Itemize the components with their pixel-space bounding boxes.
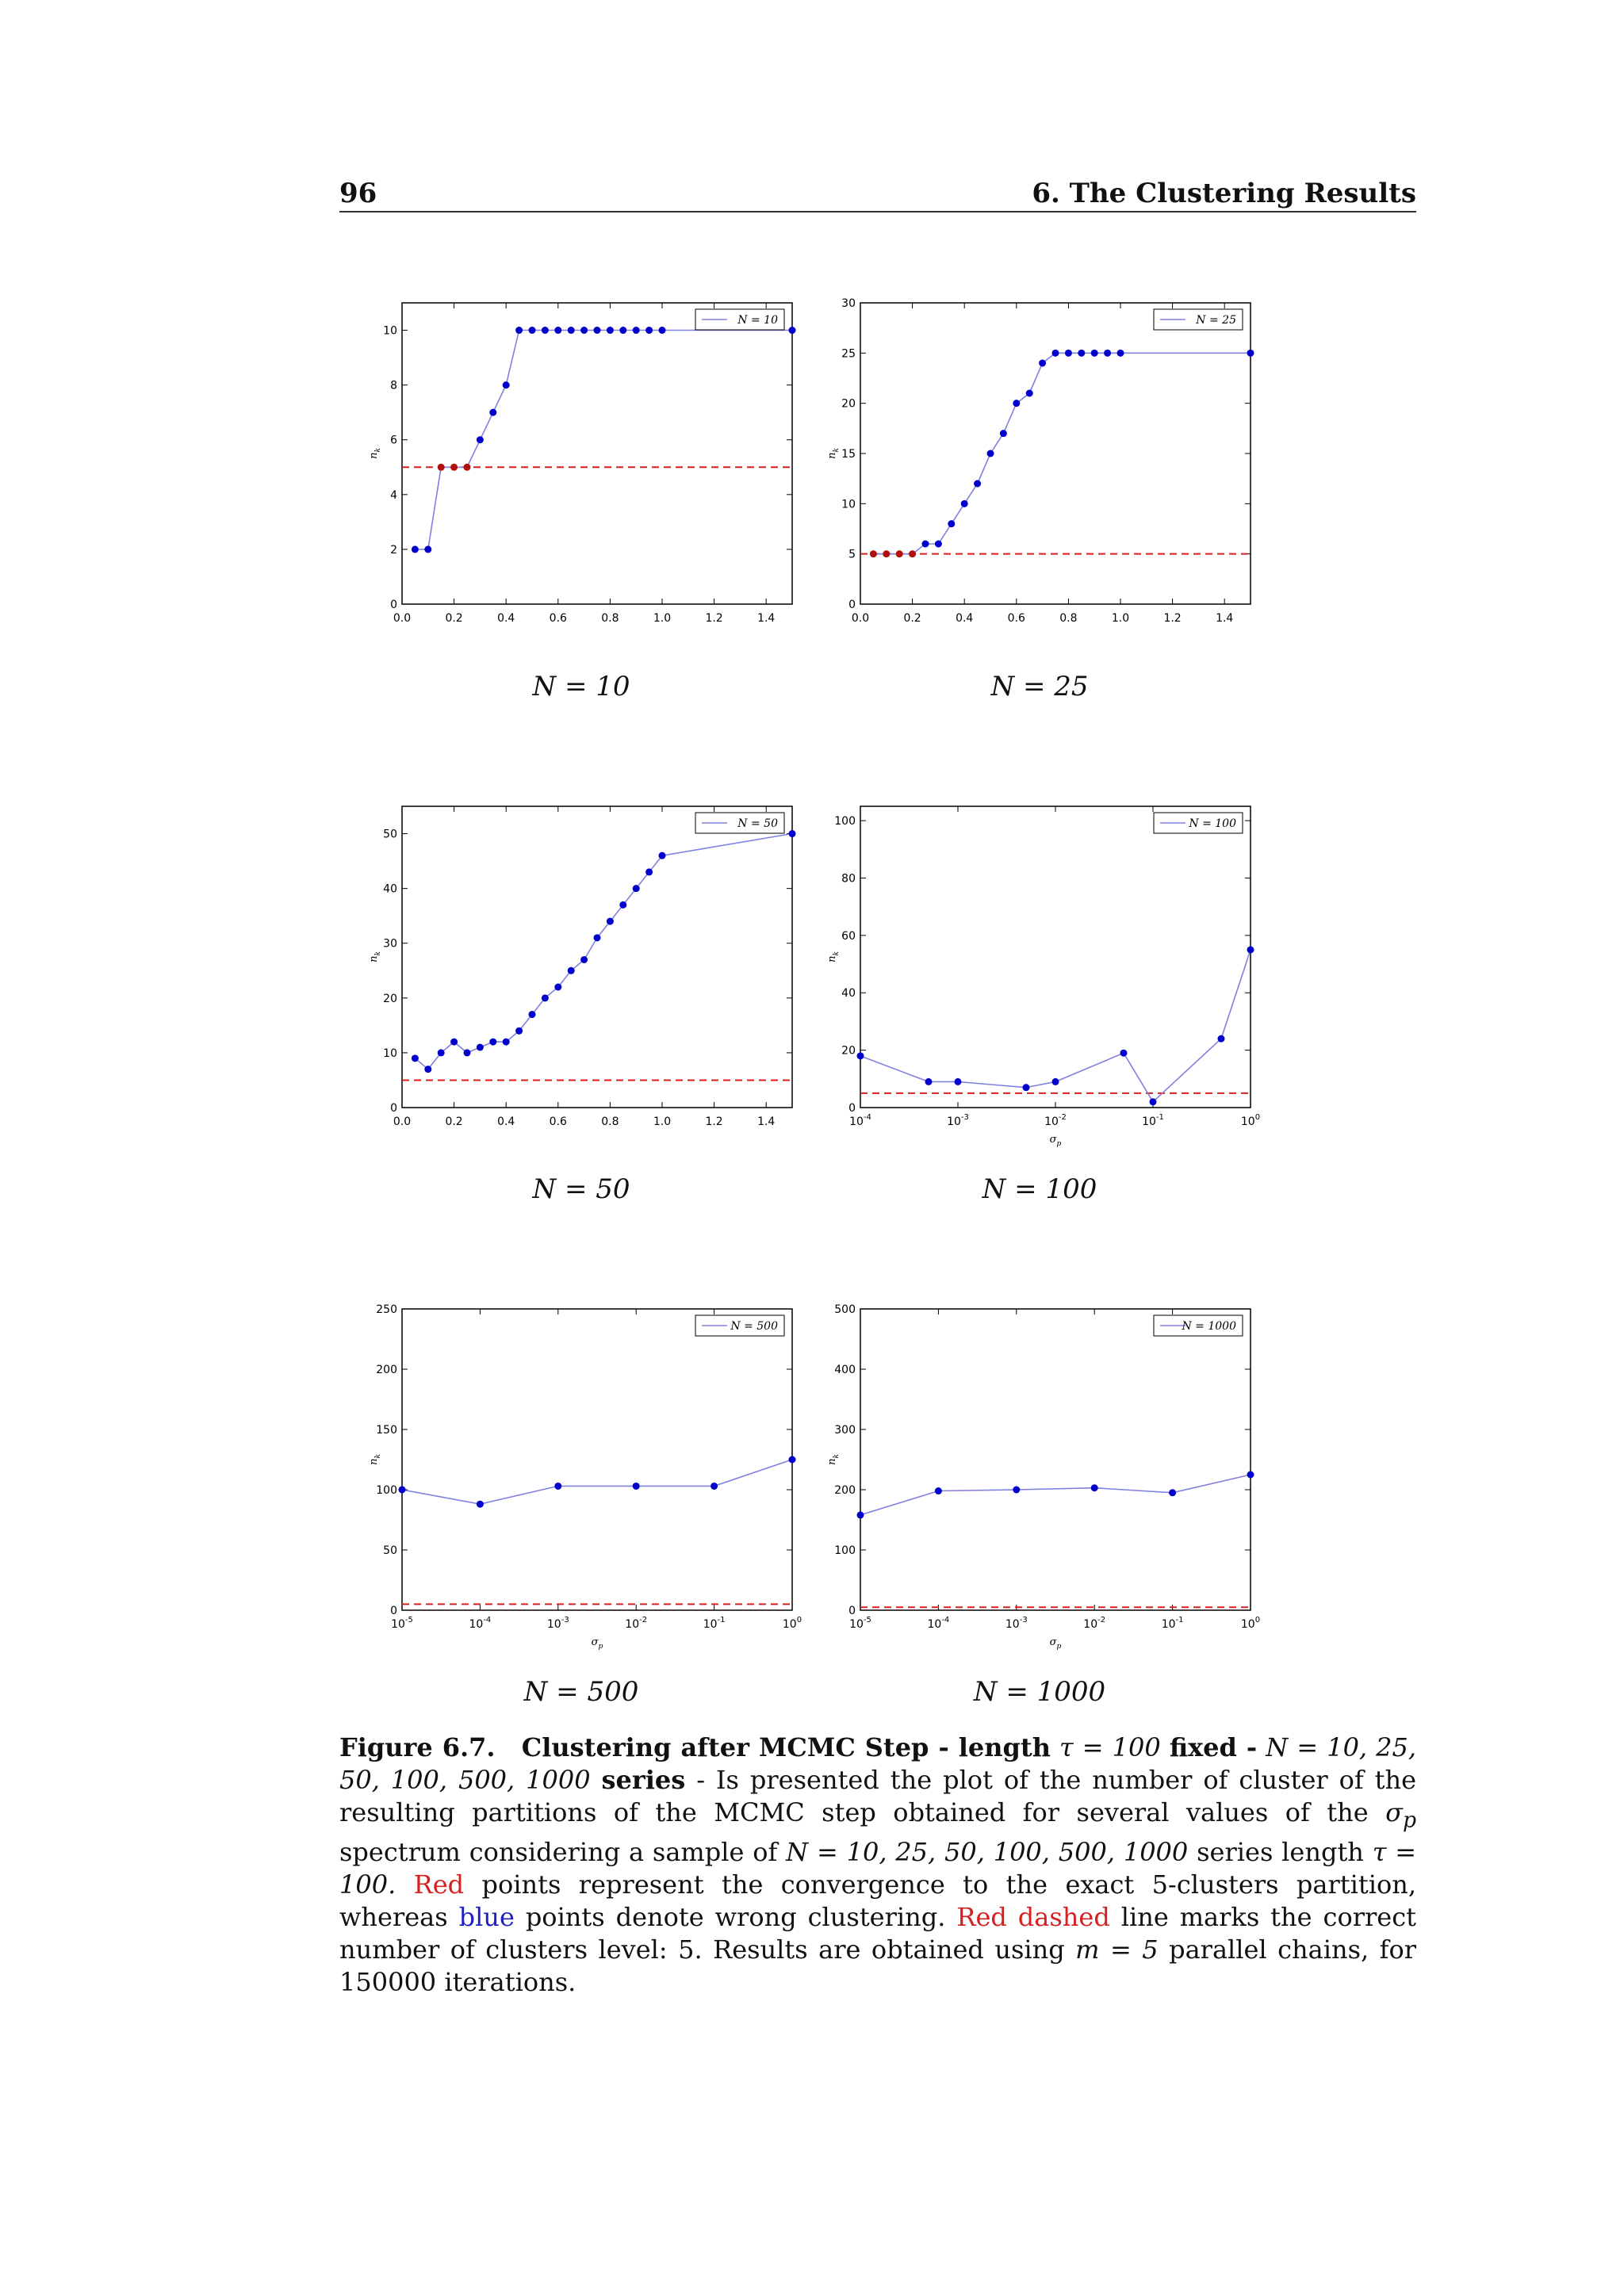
y-tick-label: 10: [841, 498, 856, 511]
data-point: [412, 545, 419, 553]
legend-label: N = 50: [737, 817, 778, 830]
plot-panel-1: [368, 303, 796, 625]
x-tick-label: 1.4: [757, 1115, 776, 1128]
x-tick-label: $10^{-1}$: [1161, 1616, 1184, 1631]
y-tick-label: 25: [841, 347, 856, 361]
x-tick-exponent: -4: [941, 1616, 950, 1624]
x-axis-label-sub: p: [598, 1643, 603, 1651]
plot-panel-4: [826, 806, 1260, 1148]
subplot-caption: N = 25: [990, 671, 1089, 702]
data-point: [477, 1501, 484, 1508]
x-tick-exponent: -4: [863, 1113, 871, 1122]
subplot-caption: N = 10: [532, 671, 630, 702]
x-tick-label: $10^{-3}$: [546, 1616, 569, 1631]
y-tick-label: 300: [834, 1424, 856, 1437]
data-point: [1117, 350, 1124, 357]
data-point: [450, 1039, 458, 1046]
data-point: [619, 901, 626, 909]
x-tick-label: $10^{-5}$: [391, 1616, 413, 1631]
x-tick-exponent: -1: [1175, 1616, 1184, 1624]
data-point-correct: [896, 550, 903, 557]
data-point: [1013, 400, 1020, 407]
data-point: [489, 409, 496, 416]
figure-title-a: Clustering after MCMC Step - length: [521, 1732, 1051, 1762]
x-tick-exponent: -1: [717, 1616, 726, 1624]
data-point: [857, 1052, 864, 1059]
subplot-caption: N = 100: [982, 1173, 1097, 1205]
y-axis-label-sub: k: [833, 951, 841, 956]
plot-frame: [402, 303, 792, 604]
y-tick-label: 100: [376, 1484, 397, 1497]
x-tick-label: 0.0: [851, 612, 870, 625]
data-point: [1078, 350, 1085, 357]
x-tick-label: 1.0: [653, 1115, 672, 1128]
data-point: [948, 520, 955, 527]
x-tick-exponent: 0: [1254, 1616, 1261, 1624]
subplot-caption: N = 1000: [973, 1676, 1106, 1708]
y-axis-label: $n_k$: [826, 951, 841, 962]
x-axis-label: $\sigma_p$: [1049, 1636, 1062, 1651]
data-point: [857, 1511, 864, 1518]
x-tick-label: $10^{-3}$: [1005, 1616, 1028, 1631]
caption-body-7: parallel chains, for 150000 iterations.: [339, 1934, 1417, 1998]
plot-panel-6: [826, 1303, 1260, 1651]
y-tick-label: 20: [841, 1044, 856, 1058]
data-point: [607, 327, 614, 334]
data-point: [464, 1049, 471, 1056]
x-tick-label: 0.4: [956, 612, 974, 625]
data-point: [1120, 1050, 1127, 1057]
y-tick-label: 20: [841, 397, 856, 411]
plot-panel-5: [368, 1303, 802, 1651]
data-point: [633, 327, 640, 334]
y-tick-label: 500: [834, 1303, 856, 1316]
caption-body-2: spectrum considering a sample of: [339, 1837, 778, 1868]
data-point: [961, 500, 968, 507]
x-tick-label: 1.2: [705, 1115, 723, 1128]
x-tick-exponent: -3: [960, 1113, 969, 1122]
data-point: [1052, 350, 1059, 357]
data-point: [1104, 350, 1111, 357]
x-tick-label: $10^{-2}$: [1044, 1113, 1067, 1128]
y-tick-label: 80: [841, 872, 856, 886]
data-point: [515, 1027, 523, 1035]
x-tick-exponent: -2: [1097, 1616, 1106, 1624]
data-point: [515, 327, 523, 334]
x-tick-exponent: -2: [1058, 1113, 1067, 1122]
data-point: [503, 381, 510, 388]
x-tick-label: $10^{-1}$: [1142, 1113, 1164, 1128]
data-point: [1000, 430, 1007, 437]
x-tick-exponent: -2: [639, 1616, 648, 1624]
y-tick-label: 5: [848, 548, 856, 561]
x-tick-label: $10^{-4}$: [849, 1113, 871, 1128]
x-tick-label: 0.0: [393, 612, 412, 625]
legend-label: N = 100: [1189, 817, 1236, 830]
data-point: [529, 1011, 536, 1018]
data-point: [594, 934, 601, 941]
x-tick-label: $10^{-4}$: [927, 1616, 950, 1631]
x-tick-label: 0.6: [1007, 612, 1025, 625]
plot-frame: [402, 806, 792, 1108]
data-point: [424, 545, 431, 553]
data-point: [594, 327, 601, 334]
y-tick-label: 100: [834, 1544, 856, 1557]
data-point: [659, 852, 666, 859]
data-point: [935, 541, 942, 548]
data-point: [1091, 1484, 1098, 1491]
data-point: [554, 984, 561, 991]
x-tick-exponent: 0: [1254, 1113, 1261, 1122]
y-tick-label: 50: [383, 828, 397, 841]
subplot-caption: N = 50: [532, 1173, 630, 1205]
y-axis-label-sub: k: [374, 951, 382, 956]
y-tick-label: 200: [834, 1484, 856, 1497]
y-tick-label: 10: [383, 1047, 397, 1060]
data-point: [424, 1066, 431, 1073]
caption-body-m: m = 5: [1075, 1934, 1159, 1965]
data-point: [987, 450, 994, 457]
y-tick-label: 0: [390, 599, 397, 611]
data-point: [554, 327, 561, 334]
x-tick-exponent: -5: [863, 1616, 871, 1624]
figure-title-b: fixed -: [1169, 1732, 1258, 1762]
data-point: [633, 885, 640, 892]
y-axis-label-sub: k: [833, 1454, 841, 1459]
figure-caption: [339, 1732, 1416, 1999]
x-tick-label: $10^0$: [782, 1616, 802, 1631]
x-tick-exponent: -5: [404, 1616, 413, 1624]
data-point: [633, 1483, 640, 1490]
data-point: [607, 918, 614, 925]
data-point: [1217, 1035, 1224, 1043]
caption-sigma: σ: [1385, 1797, 1403, 1827]
data-point: [438, 1049, 445, 1056]
y-tick-label: 4: [390, 488, 397, 502]
legend-label: N = 1000: [1182, 1320, 1236, 1333]
y-tick-label: 50: [383, 1544, 397, 1557]
y-tick-label: 30: [841, 297, 856, 310]
data-point: [659, 327, 666, 334]
x-tick-label: 0.4: [497, 1115, 515, 1128]
data-point: [529, 327, 536, 334]
caption-sigma-sub: p: [1402, 1808, 1417, 1833]
y-tick-label: 40: [383, 882, 397, 896]
figure-label: Figure 6.7.: [339, 1732, 496, 1762]
x-tick-label: 1.2: [705, 612, 723, 625]
plot-panel-3: [368, 806, 796, 1128]
x-tick-label: $10^{-4}$: [469, 1616, 492, 1631]
caption-body-6: line marks the correct number of clusters level: 5. Results are obtained using: [339, 1902, 1417, 1965]
data-point-correct: [438, 464, 445, 471]
x-tick-label: 1.4: [757, 612, 776, 625]
data-point: [477, 1044, 484, 1051]
y-tick-label: 20: [383, 992, 397, 1005]
plot-frame: [860, 806, 1251, 1108]
y-tick-label: 8: [390, 379, 397, 392]
figure-title-n: N = 10, 25, 50, 100, 500, 1000: [339, 1732, 1417, 1795]
legend-label: N = 25: [1196, 314, 1236, 327]
data-point-correct: [909, 550, 916, 557]
data-point: [477, 436, 484, 443]
y-tick-label: 150: [376, 1424, 397, 1437]
y-tick-label: 250: [376, 1303, 397, 1316]
figure-title-tau: τ = 100: [1059, 1732, 1161, 1762]
x-tick-label: 1.0: [1111, 612, 1130, 625]
y-axis-label: $n_k$: [368, 1454, 382, 1465]
y-axis-label: $n_k$: [826, 1454, 841, 1465]
caption-blue-word: blue: [458, 1902, 515, 1933]
y-tick-label: 0: [848, 1605, 856, 1617]
chapter-title: 6. The Clustering Results: [1032, 178, 1416, 209]
data-point-correct: [870, 550, 877, 557]
y-tick-label: 2: [390, 543, 397, 557]
y-axis-label-sub: k: [833, 448, 841, 453]
y-tick-label: 15: [841, 448, 856, 461]
data-point-correct: [883, 550, 890, 557]
x-axis-label: $\sigma_p$: [591, 1636, 603, 1651]
y-axis-label-sub: k: [374, 1454, 382, 1459]
caption-body-3: series length: [1197, 1837, 1364, 1868]
x-tick-label: 1.0: [653, 612, 672, 625]
y-tick-label: 10: [383, 324, 397, 338]
data-point: [619, 327, 626, 334]
x-tick-exponent: 0: [796, 1616, 802, 1624]
x-axis-label: $\sigma_p$: [1049, 1134, 1062, 1148]
data-point: [580, 327, 588, 334]
data-point: [1150, 1098, 1157, 1105]
data-point: [580, 956, 588, 963]
data-point: [1039, 360, 1046, 367]
x-tick-label: $10^{-1}$: [703, 1616, 726, 1631]
y-tick-label: 30: [383, 937, 397, 951]
data-point: [568, 967, 575, 974]
y-tick-label: 0: [848, 599, 856, 611]
x-tick-label: $10^{-2}$: [625, 1616, 648, 1631]
x-tick-exponent: -1: [1155, 1113, 1164, 1122]
x-axis-label-sub: p: [1056, 1643, 1062, 1651]
legend-label: N = 10: [737, 314, 778, 327]
data-point: [789, 830, 796, 837]
data-point: [645, 868, 653, 875]
data-point: [955, 1078, 962, 1085]
data-point: [1065, 350, 1072, 357]
x-tick-label: 0.2: [903, 612, 921, 625]
data-point-correct: [464, 464, 471, 471]
x-tick-label: $10^{-5}$: [849, 1616, 871, 1631]
caption-body-5: points denote wrong clustering.: [525, 1902, 946, 1933]
figure-title-c: series: [601, 1765, 686, 1795]
caption-body-1: - Is presented the plot of the number of cluster of the resulting partitions of the MCMC step obtained for several values of the: [339, 1765, 1417, 1827]
x-tick-label: $10^0$: [1240, 1113, 1261, 1128]
y-tick-label: 6: [390, 434, 397, 447]
y-tick-label: 60: [841, 929, 856, 943]
x-tick-label: 0.2: [445, 612, 463, 625]
caption-red-word: Red: [413, 1869, 465, 1900]
data-point: [645, 327, 653, 334]
x-tick-exponent: -4: [483, 1616, 492, 1624]
y-axis-label-sub: k: [374, 448, 382, 453]
x-tick-label: $10^{-2}$: [1083, 1616, 1106, 1631]
x-tick-label: 0.2: [445, 1115, 463, 1128]
caption-body-n: N = 10, 25, 50, 100, 500, 1000: [786, 1837, 1189, 1868]
y-tick-label: 200: [376, 1364, 397, 1376]
x-tick-label: $10^{-3}$: [947, 1113, 969, 1128]
data-point: [568, 327, 575, 334]
y-tick-label: 40: [841, 987, 856, 1001]
data-point: [399, 1487, 406, 1494]
data-point: [1052, 1078, 1059, 1085]
data-point: [974, 480, 981, 488]
data-point: [710, 1483, 718, 1490]
data-point: [925, 1078, 932, 1085]
data-point: [1026, 390, 1033, 397]
data-point: [1022, 1084, 1029, 1091]
caption-body-4: points represent the convergence to the exact 5-clusters partition, whereas: [339, 1869, 1417, 1933]
plot-frame: [860, 303, 1251, 604]
data-point: [1091, 350, 1098, 357]
data-point: [554, 1483, 561, 1490]
data-point: [542, 327, 549, 334]
y-axis-label: $n_k$: [368, 951, 382, 962]
subplot-caption: N = 500: [523, 1676, 639, 1708]
x-tick-label: 0.0: [393, 1115, 412, 1128]
x-tick-label: $10^0$: [1240, 1616, 1261, 1631]
x-tick-label: 1.2: [1163, 612, 1182, 625]
data-point: [1247, 1471, 1254, 1479]
caption-body-tau: τ = 100.: [339, 1837, 1417, 1900]
page-number: 96: [339, 178, 377, 209]
data-point: [1247, 350, 1254, 357]
data-point: [1247, 946, 1254, 953]
x-tick-label: 0.8: [1059, 612, 1078, 625]
y-tick-label: 0: [390, 1605, 397, 1617]
data-point: [489, 1039, 496, 1046]
y-tick-label: 0: [848, 1102, 856, 1115]
x-tick-label: 0.6: [549, 1115, 567, 1128]
plot-frame: [860, 1309, 1251, 1610]
data-point: [1169, 1489, 1176, 1496]
data-point: [789, 327, 796, 334]
data-point: [1013, 1487, 1020, 1494]
x-tick-label: 0.8: [601, 612, 619, 625]
data-point: [503, 1039, 510, 1046]
data-point: [412, 1054, 419, 1062]
x-tick-label: 0.4: [497, 612, 515, 625]
x-tick-label: 0.8: [601, 1115, 619, 1128]
y-tick-label: 100: [834, 815, 856, 828]
y-tick-label: 400: [834, 1364, 856, 1376]
plot-frame: [402, 1309, 792, 1610]
x-axis-label-sub: p: [1056, 1140, 1062, 1148]
data-point: [789, 1456, 796, 1464]
data-point: [542, 994, 549, 1001]
y-axis-label: $n_k$: [826, 448, 841, 459]
x-tick-exponent: -3: [561, 1616, 569, 1624]
data-point: [922, 541, 929, 548]
y-axis-label: $n_k$: [368, 448, 382, 459]
plot-panel-2: [826, 297, 1254, 625]
data-point: [935, 1487, 942, 1494]
legend-label: N = 500: [730, 1320, 778, 1333]
y-tick-label: 0: [390, 1102, 397, 1115]
x-tick-label: 1.4: [1216, 612, 1234, 625]
caption-red-dashed: Red dashed: [956, 1902, 1110, 1933]
data-point-correct: [450, 464, 458, 471]
x-tick-label: 0.6: [549, 612, 567, 625]
x-tick-exponent: -3: [1019, 1616, 1028, 1624]
